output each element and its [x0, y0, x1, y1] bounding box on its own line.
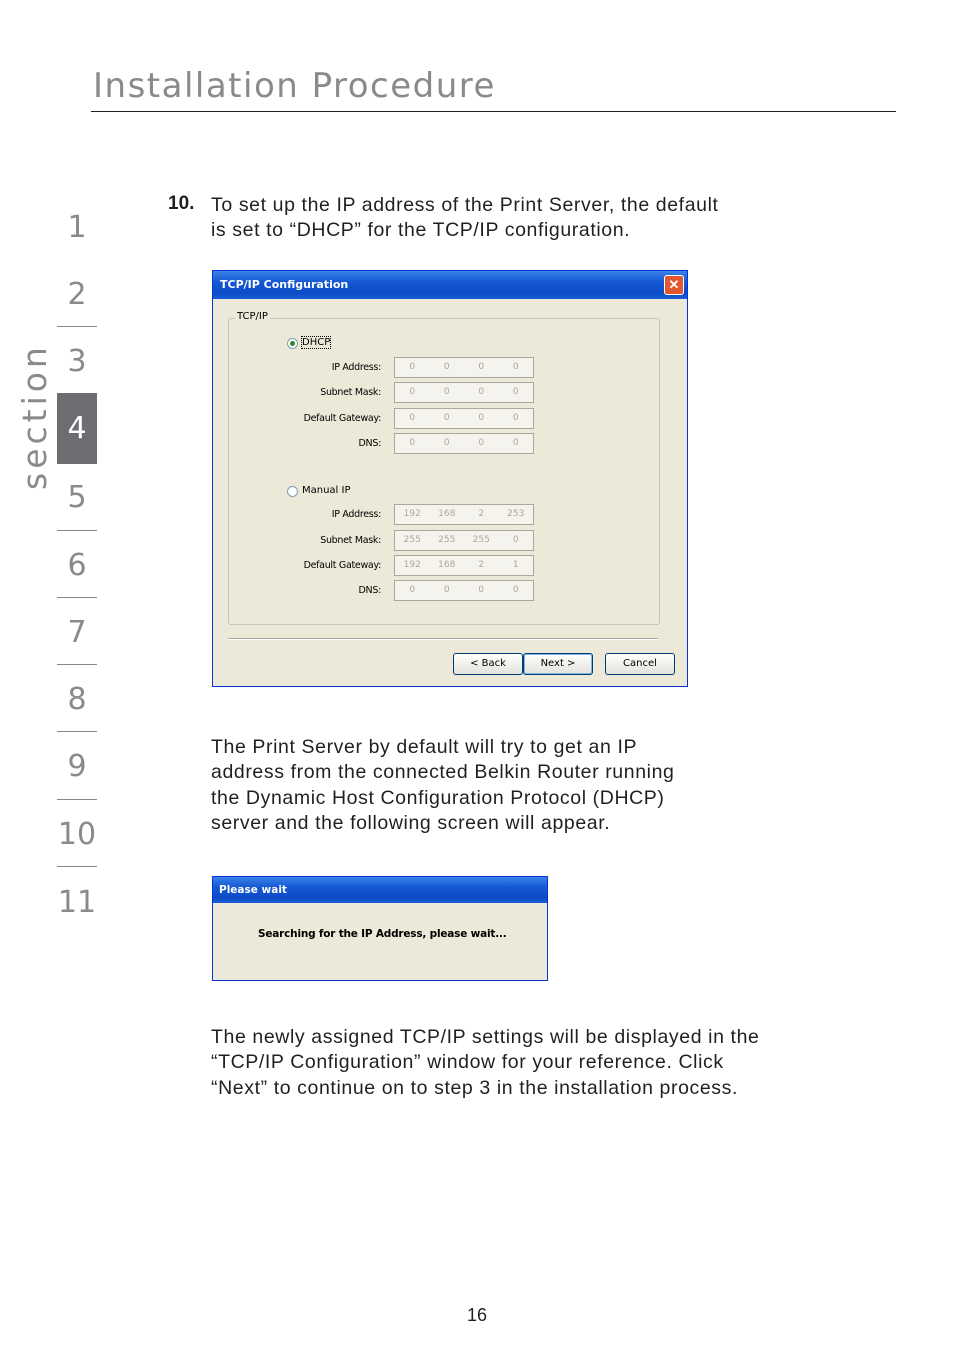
- ip-octet: 0: [443, 438, 450, 448]
- close-button[interactable]: ✕: [664, 275, 684, 295]
- manual-dns-label: DNS:: [358, 585, 381, 596]
- section-divider: [57, 326, 97, 327]
- ip-octet: 168: [438, 509, 456, 519]
- section-number-1: 1: [67, 210, 87, 245]
- ip-octet: 0: [478, 413, 485, 423]
- ip-octet: 2: [478, 560, 485, 570]
- ip-octet: 0: [409, 585, 416, 595]
- ip-octet: 2: [478, 509, 485, 519]
- ip-octet: 0: [478, 585, 485, 595]
- dhcp-subnet-mask-label: Subnet Mask:: [320, 387, 381, 398]
- ip-octet: 255: [472, 535, 490, 545]
- dhcp-dns-label: DNS:: [358, 438, 381, 449]
- ip-octet: 0: [512, 387, 519, 397]
- manual-ip-address-field[interactable]: [394, 504, 534, 525]
- dhcp-explanation-text: The Print Server by default will try to get an IP address from the connected Belkin Router running the Dynamic Host Configuration Protocol (DHCP) server and the following screen will appear.: [211, 736, 675, 834]
- section-divider: [57, 799, 97, 800]
- ip-octet: 0: [409, 413, 416, 423]
- section-number-9: 9: [67, 749, 87, 784]
- ip-octet: 0: [409, 362, 416, 372]
- wait-dialog-titlebar: Please wait: [213, 877, 547, 903]
- section-divider: [57, 664, 97, 665]
- section-number-4-active: 4: [57, 393, 97, 464]
- page-title: Installation Procedure: [93, 66, 496, 106]
- ip-octet: 0: [443, 362, 450, 372]
- tcpip-configuration-dialog: [212, 270, 688, 687]
- manual-subnet-mask-label: Subnet Mask:: [320, 535, 381, 546]
- section-number-3: 3: [67, 344, 87, 379]
- ip-octet: 0: [478, 438, 485, 448]
- dhcp-default-gateway-label: Default Gateway:: [303, 413, 381, 424]
- section-number-6: 6: [67, 548, 87, 583]
- dialog-separator: [228, 638, 658, 640]
- please-wait-dialog: [212, 876, 548, 981]
- section-number-7: 7: [67, 615, 87, 650]
- manual-subnet-mask-field[interactable]: [394, 530, 534, 551]
- manual-ip-radio-label[interactable]: Manual IP: [302, 485, 351, 496]
- ip-octet: 0: [512, 438, 519, 448]
- dhcp-subnet-mask-field[interactable]: [394, 382, 534, 403]
- ip-octet: 0: [512, 413, 519, 423]
- next-button[interactable]: Next >: [523, 653, 593, 675]
- manual-ip-address-label: IP Address:: [331, 509, 381, 520]
- manual-default-gateway-label: Default Gateway:: [303, 560, 381, 571]
- ip-octet: 192: [403, 509, 421, 519]
- next-step-text: The newly assigned TCP/IP settings will be displayed in the “TCP/IP Configuration” window for your reference. Click “Next” to continue on to step 3 in the installation process.: [211, 1026, 760, 1099]
- section-divider: [57, 866, 97, 867]
- section-number-10: 10: [57, 817, 97, 852]
- section-label: section: [15, 343, 54, 490]
- ip-octet: 255: [403, 535, 421, 545]
- section-number-5: 5: [67, 480, 87, 515]
- back-button[interactable]: < Back: [453, 653, 523, 675]
- ip-octet: 0: [443, 387, 450, 397]
- ip-octet: 0: [443, 413, 450, 423]
- dhcp-ip-address-field[interactable]: [394, 357, 534, 378]
- ip-octet: 192: [403, 560, 421, 570]
- section-divider: [57, 530, 97, 531]
- ip-octet: 0: [409, 438, 416, 448]
- ip-octet: 0: [512, 535, 519, 545]
- dhcp-ip-address-label: IP Address:: [331, 362, 381, 373]
- section-number-8: 8: [67, 682, 87, 717]
- dhcp-radio[interactable]: [287, 338, 298, 349]
- ip-octet: 253: [507, 509, 525, 519]
- dhcp-radio-label[interactable]: DHCP: [302, 337, 331, 348]
- step-intro-text: To set up the IP address of the Print Server, the default is set to “DHCP” for the TCP/IP configuration.: [211, 194, 719, 242]
- ip-octet: 255: [438, 535, 456, 545]
- ip-octet: 1: [512, 560, 519, 570]
- dhcp-default-gateway-field[interactable]: [394, 408, 534, 429]
- ip-octet: 0: [512, 362, 519, 372]
- groupbox-label: TCP/IP: [237, 311, 268, 322]
- title-rule: [91, 111, 896, 112]
- page-number: 16: [466, 1305, 488, 1325]
- section-divider: [57, 597, 97, 598]
- ip-octet: 0: [478, 387, 485, 397]
- manual-dns-field[interactable]: [394, 580, 534, 601]
- step-number: 10.: [168, 193, 195, 214]
- ip-octet: 0: [443, 585, 450, 595]
- wait-message: Searching for the IP Address, please wait...: [258, 928, 507, 940]
- section-number-11: 11: [57, 885, 97, 920]
- manual-ip-radio[interactable]: [287, 486, 298, 497]
- ip-octet: 0: [478, 362, 485, 372]
- ip-octet: 0: [409, 387, 416, 397]
- ip-octet: 168: [438, 560, 456, 570]
- section-divider: [57, 731, 97, 732]
- section-number-2: 2: [67, 277, 87, 312]
- dialog-titlebar: TCP/IP Configuration: [213, 271, 687, 299]
- cancel-button[interactable]: Cancel: [605, 653, 675, 675]
- ip-octet: 0: [512, 585, 519, 595]
- dhcp-dns-field[interactable]: [394, 433, 534, 454]
- manual-default-gateway-field[interactable]: [394, 555, 534, 576]
